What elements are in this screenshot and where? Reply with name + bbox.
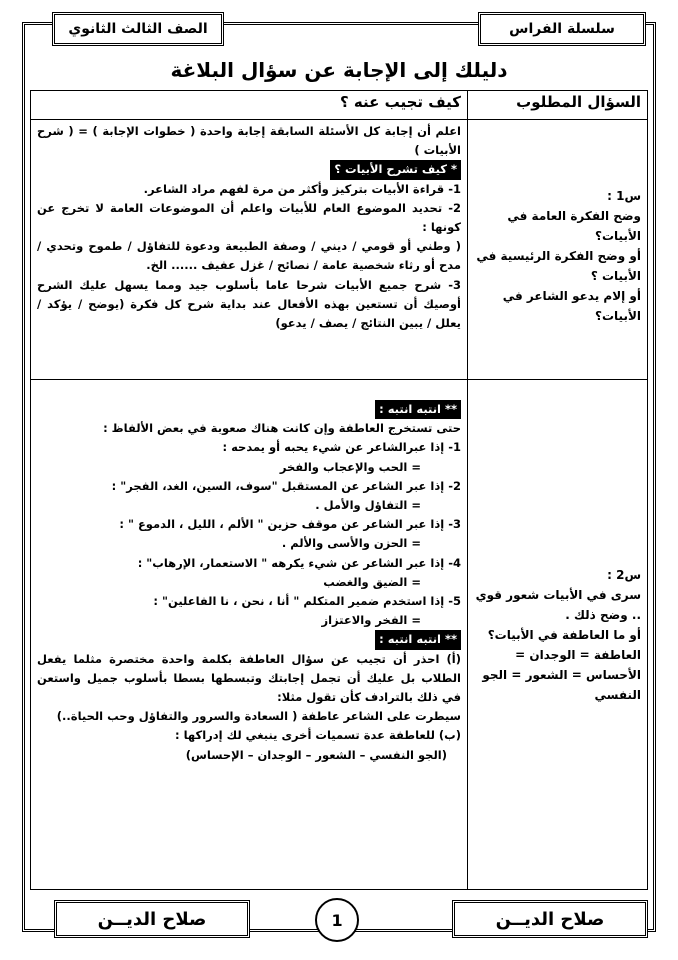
question-line: أو إلام يدعو الشاعر في الأبيات؟ xyxy=(502,288,641,323)
series-label: سلسلة الفراس xyxy=(478,12,646,46)
highlight-tag: * كيف تشرح الأبيات ؟ xyxy=(330,160,461,179)
answer-line: (أ) احذر أن تجيب عن سؤال العاطفة بكلمة واحدة مختصرة مثلما يفعل الطلاب بل عليك أن تجمل إجابتك وتبسطها بسطا بأسلوب جميل واستعن في ذلك بالترادف كأن تقول مثلا: xyxy=(37,651,461,705)
answer-line: سيطرت على الشاعر عاطفة ( السعادة والسرور والتفاؤل وحب الحياة..) xyxy=(56,709,461,724)
answer-line: 2- تحديد الموضوع العام للأبيات واعلم أن الموضوعات العامة لا تخرج عن كونها : xyxy=(37,200,461,235)
answer-line: 2- إذا عبر الشاعر عن المستقبل "سوف، السين، الغد، الفجر" : xyxy=(111,478,461,493)
question-line: وضح الفكرة العامة في الأبيات؟ xyxy=(507,208,641,243)
content-table xyxy=(30,90,648,890)
column-header-question: السؤال المطلوب xyxy=(468,91,648,120)
answer-cell xyxy=(31,120,468,380)
answer-line: 4- إذا عبر الشاعر عن شيء يكرهه " الاستعمار، الإرهاب" : xyxy=(137,555,461,570)
page-title: دليلك إلى الإجابة عن سؤال البلاغة xyxy=(170,58,508,82)
question-line: سرى في الأبيات شعور قوي .. وضح ذلك . xyxy=(475,587,641,622)
answer-line: 1- إذا عبرالشاعر عن شيء يحبه أو يمدحه : xyxy=(222,440,461,455)
answer-cell xyxy=(31,380,468,890)
footer-signature-left: صلاح الديــن xyxy=(54,900,250,938)
answer-line: ( وطني أو قومي / ديني / وصفة الطبيعة ودعوة للتفاؤل / طموح وتحدي / مدح أو رثاء شخصية عامة / نصائح / غزل عفيف ...... الخ. xyxy=(37,239,461,273)
grade-label: الصف الثالث الثانوي xyxy=(52,12,224,46)
answer-line: = الضيق والغضب xyxy=(323,574,421,589)
answer-line: = التفاؤل والأمل . xyxy=(315,498,421,513)
answer-line: 3- إذا عبر الشاعر عن موقف حزين " الألم ، الليل ، الدموع " : xyxy=(119,517,461,532)
answer-line: 5- إذا استخدم ضمير المتكلم " أنا ، نحن ، نا الفاعلين" : xyxy=(153,594,461,609)
question-number: س2 : xyxy=(607,567,641,582)
question-line: أو ما العاطفة في الأبيات؟ xyxy=(487,627,641,642)
answer-line: = الحزن والأسى والألم . xyxy=(281,536,421,551)
answer-intro: اعلم أن إجابة كل الأسئلة السابقة إجابة واحدة ( خطوات الإجابة ) = ( شرح الأبيات ) xyxy=(37,124,461,158)
question-line: العاطفة = الوجدان = الأحساس = الشعور = الجو النفسي xyxy=(482,647,641,702)
answer-line: = الفخر والاعتزاز xyxy=(321,613,421,628)
answer-line: حتى تستخرج العاطفة وإن كانت هناك صعوبة في بعض الألفاظ : xyxy=(103,421,461,436)
question-cell xyxy=(468,120,648,380)
question-line: أو وضح الفكرة الرئيسية في الأبيات ؟ xyxy=(476,248,641,283)
highlight-tag: ** انتبه انتبه : xyxy=(375,400,461,419)
question-number: س1 : xyxy=(607,188,641,203)
answer-line: 1- قراءة الأبيات بتركيز وأكثر من مرة لفهم مراد الشاعر. xyxy=(143,181,461,196)
table-row xyxy=(31,120,648,380)
answer-line: (الجو النفسي – الشعور – الوجدان – الإحساس) xyxy=(185,747,447,762)
column-header-answer: كيف تجيب عنه ؟ xyxy=(31,91,468,120)
table-row xyxy=(31,380,648,890)
question-cell xyxy=(468,380,648,890)
answer-line: (ب) للعاطفة عدة تسميات أخرى ينبغي لك إدراكها : xyxy=(175,728,461,743)
table-header-row xyxy=(31,91,648,120)
answer-line: = الحب والإعجاب والفخر xyxy=(279,459,421,474)
page-number: 1 xyxy=(315,898,359,942)
answer-line: 3- شرح جميع الأبيات شرحا عاما بأسلوب جيد ومما يسهل عليك الشرح أوصيك أن تستعين بهذه الأفعال عند بداية شرح كل فكرة (يوضح / يؤكد / يعلل / يبين النتائج / يصف / يدعو) xyxy=(37,277,461,331)
footer-signature-right: صلاح الديــن xyxy=(452,900,648,938)
highlight-tag: ** انتبه انتبه : xyxy=(375,630,461,649)
